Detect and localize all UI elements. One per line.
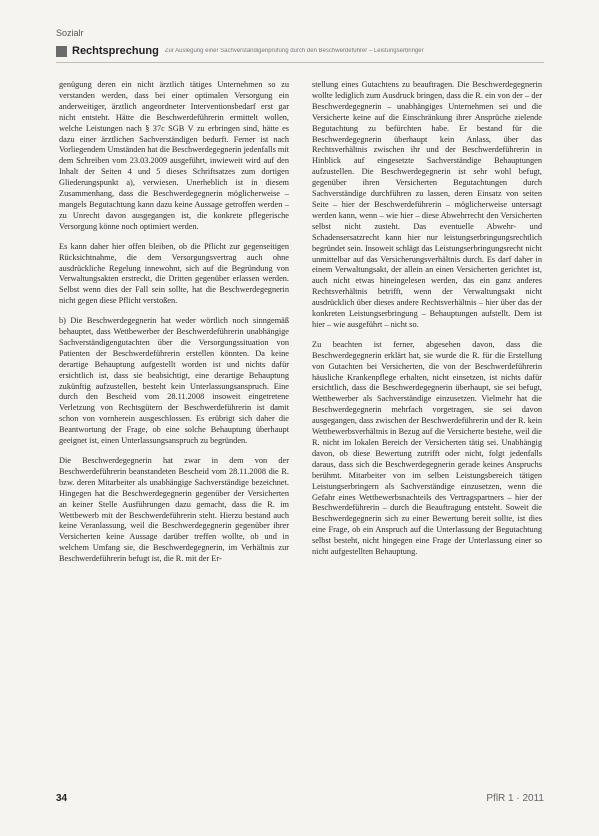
- paragraph: stellung eines Gutachtens zu beauftragen. Die Beschwerdegegnerin wollte lediglich zum Ausdruck bringen, dass die R. ein von der – der Beschwerdegegnerin – unabhängiges Unternehmen sei und die Versicherte keine auf die Einschränkung ihrer Ansprüche zielende Begutachtung zu befürchten habe. Er bestand für die Beschwerdegegnerin überhaupt kein Anlass, über das Rechtsverhältnis zwischen ihr und der Beschwerdeführerin in Hinblick auf eingesetzte Sachverständige Behauptungen aufzustellen. Die Beschwerdegegnerin ist sehr wohl befugt, gegenüber ihren Versicherten Begutachtungen durch Sachverständige durchführen zu lassen, deren Einsatz von seiten Seite – hier der Beschwerdeführerin – möglicherweise untersagt werden kann, wenn – wie hier – diese Abwehrrecht den Versicherten selbst nicht zusteht. Das eventuelle Abwehr- und Schadensersatzrecht kann hier nur leistungserbringungsrechtlich begründet sein. Insoweit schlägt das Leistungserbringungsrecht nicht unmittelbar auf das Versicherungsverhältnis durch. Es darf daher in einem Verwaltungsakt, der allein an einen Versicherten gerichtet ist, auch nicht etwas hineingelesen werden, das ein ganz anderes Rechtsverhältnis betrifft, wenn der Verwaltungsakt nicht ausdrücklich über dieses andere Rechtsverhältnis – hier über das der konkreten Leistungserbringung – Behauptungen aufstellt. Dem ist hier – wie ausgeführt – nicht so.: [312, 80, 542, 329]
- header-square-icon: [56, 46, 67, 57]
- footer: [56, 793, 544, 804]
- header-rule: [56, 62, 544, 63]
- left-column: [59, 80, 289, 574]
- paragraph: b) Die Beschwerdegegnerin hat weder wörtlich noch sinngemäß behauptet, dass Wettbewerber der Beschwerdeführerin unabhängige Sachverständigengutachten über die Versorgungssituation von Patienten der Beschwerdeführerin erstellen könnten. Da keine derartige Behauptung aufgestellt worden ist und nichts dafür ersichtlich ist, dass sie beabsichtigt, eine derartige Behauptung zukünftig aufzustellen, besteht kein Unterlassungsanspruch. Eine durch den Bescheid vom 28.11.2008 insoweit eingetretene Verletzung von Rechtsgütern der Beschwerdeführerin ist damit schon von vornherein ausgeschlossen. Es erübrigt sich daher die Beantwortung der Frage, ob eine solche Behauptung überhaupt geeignet ist, einen Unterlassungsanspruch zu begründen.: [59, 316, 289, 446]
- header-subtitle: Zur Auslegung einer Sachverständigenprüfung durch den Beschwerdeführer – Leistungserbringer: [164, 48, 424, 54]
- right-column: [312, 80, 542, 567]
- header-title: Rechtsprechung: [72, 45, 159, 57]
- paragraph: Es kann daher hier offen bleiben, ob die Pflicht zur gegenseitigen Rücksichtnahme, die dem Versorgungsvertrag auch ohne ausdrückliche Regelung innewohnt, sich auf die Begründung von Verwaltungsakten erstreckt, die Dritten gegenüber erlassen werden. Selbst wenn dies der Fall sein sollte, hat die Beschwerdegegnerin nicht gegen diese Pflicht verstoßen.: [59, 241, 289, 306]
- page-number: 34: [56, 793, 68, 804]
- issue-label: PflR 1 · 2011: [486, 793, 544, 804]
- paragraph: Zu beachten ist ferner, abgesehen davon, dass die Beschwerdegegnerin erklärt hat, sie wurde die R. für die Erstellung von Gutachten bei Versicherten, die von der Beschwerdeführerin häusliche Krankenpflege erhalten, nicht einsetzen, ist nichts dafür ersichtlich, dass die Beschwerdegegnerin überhaupt, sie sei befugt, Wettbewerber als Sachverständige einzusetzen. Vielmehr hat die Beschwerdegegnerin mehrfach vorgetragen, sie sei davon ausgegangen, dass zwischen der Beschwerdeführerin und der R. kein Wettbewerbsverhältnis in Bezug auf die Versicherte bestehe, weil die R. nicht im lokalen Bereich der Versicherten tätig sei. Unabhängig davon, ob diese Bewertung zutrifft oder nicht, folgt jedenfalls daraus, dass sich die Beschwerdegegnerin gerade keines Anspruchs berühmt. Mitarbeiter von im selben Leistungsbereich tätigen Leistungserbringern als Sachverständige einzusetzen, wenn die Gefahr eines Wettbewerbsnachteils des Vertragspartners – hier der Beschwerdeführerin – durch die Beauftragung entsteht. Soweit die Beschwerdegegnerin sich zu einer Bewertung bereit sollte, ist dies eine Frage, ob ein Anspruch auf die Unterlassung der Begutachtung selbst besteht, nicht hingegen eine Frage der Unterlassung einer so nicht aufgestellten Behauptung.: [312, 339, 542, 557]
- paragraph: Die Beschwerdegegnerin hat zwar in dem von der Beschwerdeführerin beanstandeten Bescheid vom 28.11.2008 die R. bzw. deren Mitarbeiter als unabhängige Sachverständige bezeichnet. Hingegen hat die Beschwerdegegnerin gegenüber der Versicherten an keiner Stelle Ausführungen dazu gemacht, dass die R. im Wettbewerb mit der Beschwerdeführerin steht. Hierzu bestand auch keine Veranlassung, weil die Beschwerdegegnerin gegenüber ihrer Versicherten keine Aussage darüber treffen wollte, ob und in welchem Umfang sie, die Beschwerdegegnerin, im Verhältnis zur Beschwerdeführerin befugt ist, die R. mit der Er-: [59, 456, 289, 564]
- section-label: Sozialr: [56, 28, 84, 38]
- page-header: [56, 44, 544, 58]
- paragraph: genügung deren ein nicht ärztlich tätiges Unternehmen so zu verstanden werden, dass bei einer optimalen Versorgung ein anderweitiger, ärztlich angeordneter Interventionsbedarf erst gar nicht entsteht. Hätte die Beschwerdeführerin ermittelt wollen, welche Leistungen nach § 37c SGB V zu erbringen sind, hätte es dazu einer ärztlichen Sachverständigen bedurft. Ferner ist nach Vorliegendem Umständen hat die Beschwerdegegnerin jedenfalls mit dem Schreiben vom 23.03.2009 ausgeführt, inwieweit wird auf den Inhalt der Seiten 4 und 5 dieses Schriftsatzes zum dortigen Gliederungspunkt a), verwiesen. Unerheblich ist in diesem Zusammenhang, dass die Beschwerdegegnerin möglicherweise – mangels Begutachtung kann dazu keine Aussage getroffen werden – zu Unrecht davon ausgegangen ist, die konkrete pflegerische Versorgung könne noch optimiert werden.: [59, 80, 289, 231]
